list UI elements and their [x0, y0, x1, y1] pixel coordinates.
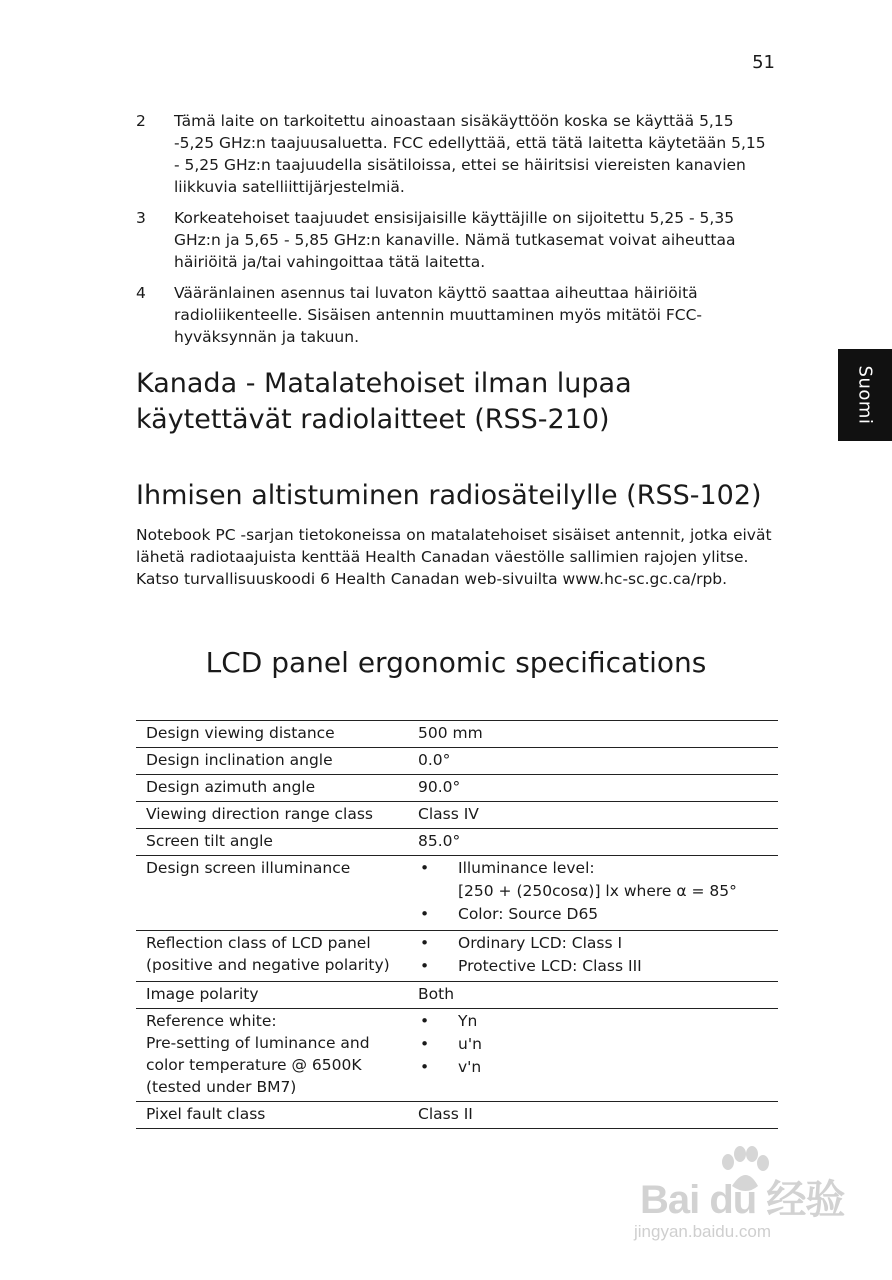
spec-bullet-list — [418, 1010, 778, 1079]
lcd-spec-heading: LCD panel ergonomic specifications — [205, 646, 707, 679]
table-row — [136, 931, 778, 982]
page-number: 51 — [752, 52, 775, 73]
spec-label-line: Reflection class of LCD panel — [146, 934, 371, 952]
footnote-number: 4 — [136, 284, 146, 302]
spec-label — [136, 931, 418, 982]
list-item — [418, 1033, 778, 1056]
bullet-icon: • — [420, 1035, 430, 1053]
spec-label: Viewing direction range class — [136, 802, 418, 829]
footnote-text: Vääränlainen asennus tai luvaton käyttö saattaa aiheuttaa häiriöitä radioliikenteelle. Sisäisen antennin muuttaminen myös mitätöi FCC-hyväksynnän ja takuun. — [174, 284, 702, 346]
list-item — [418, 857, 778, 880]
table-row — [136, 1009, 778, 1102]
footnote-list — [136, 110, 776, 357]
spec-value: 85.0° — [418, 829, 778, 856]
baidu-watermark — [634, 1146, 854, 1256]
spec-value — [418, 856, 778, 931]
footnote-item — [136, 282, 776, 348]
footnote-item — [136, 110, 776, 198]
footnote-number: 2 — [136, 112, 146, 130]
language-side-tab — [838, 349, 892, 441]
table-row — [136, 802, 778, 829]
list-item — [418, 1056, 778, 1079]
table-row — [136, 775, 778, 802]
spec-value: 0.0° — [418, 748, 778, 775]
bullet-icon: • — [420, 905, 430, 923]
language-side-tab-label: Suomi — [854, 365, 876, 425]
spec-label-line: (positive and negative polarity) — [146, 956, 390, 974]
table-row — [136, 982, 778, 1009]
spec-value — [418, 931, 778, 982]
bullet-icon: • — [420, 859, 430, 877]
footnote-text: Tämä laite on tarkoitettu ainoastaan sisäkäyttöön koska se käyttää 5,15 -5,25 GHz:n taajuusaluetta. FCC edellyttää, että tätä laitetta käytetään 5,15 - 5,25 GHz:n taajuudella sisätiloissa, ettei se häiritsisi viereisten kanavien liikkuvia satelliittijärjestelmiä. — [174, 112, 766, 196]
spec-label: Image polarity — [136, 982, 418, 1009]
list-item — [418, 955, 778, 978]
bullet-text: Ordinary LCD: Class I — [458, 934, 623, 952]
spec-label-line: Reference white: — [146, 1012, 277, 1030]
watermark-url: jingyan.baidu.com — [634, 1222, 772, 1241]
bullet-text: Yn — [458, 1012, 478, 1030]
bullet-icon: • — [420, 1058, 430, 1076]
spec-bullet-list — [418, 857, 778, 926]
list-item — [418, 903, 778, 926]
spec-value: 90.0° — [418, 775, 778, 802]
footnote-item — [136, 207, 776, 273]
spec-label-line: color temperature @ 6500K — [146, 1056, 362, 1074]
spec-value: Both — [418, 982, 778, 1009]
table-row — [136, 721, 778, 748]
spec-value: Class II — [418, 1102, 778, 1129]
bullet-text: v'n — [458, 1058, 482, 1076]
spec-value: 500 mm — [418, 721, 778, 748]
spec-label: Design inclination angle — [136, 748, 418, 775]
bullet-icon: • — [420, 957, 430, 975]
spec-value — [418, 1009, 778, 1102]
footnote-number: 3 — [136, 209, 146, 227]
list-item — [418, 880, 778, 903]
spec-label: Design viewing distance — [136, 721, 418, 748]
spec-label-line: (tested under BM7) — [146, 1078, 297, 1096]
rss102-paragraph: Notebook PC -sarjan tietokoneissa on matalatehoiset sisäiset antennit, jotka eivät lähetä radiotaajuista kenttää Health Canadan väestölle sallimien rajojen ylitse. Katso turvallisuuskoodi 6 Health Canadan web-sivuilta www.hc-sc.gc.ca/rpb. — [136, 526, 772, 588]
bullet-text: Color: Source D65 — [458, 905, 599, 923]
bullet-text: Illuminance level: — [458, 859, 595, 877]
spec-label: Design screen illuminance — [136, 856, 418, 931]
watermark-brand: Bai du 经验 — [640, 1178, 845, 1222]
spec-label: Pixel fault class — [136, 1102, 418, 1129]
bullet-icon: • — [420, 934, 430, 952]
table-row — [136, 856, 778, 931]
list-item — [418, 932, 778, 955]
spec-label: Design azimuth angle — [136, 775, 418, 802]
footnote-text: Korkeatehoiset taajuudet ensisijaisille käyttäjille on sijoitettu 5,25 - 5,35 GHz:n ja 5,65 - 5,85 GHz:n kanaville. Nämä tutkasemat voivat aiheuttaa häiriöitä ja/tai vahingoittaa tätä laitetta. — [174, 209, 736, 271]
table-row — [136, 1102, 778, 1129]
bullet-icon: • — [420, 1012, 430, 1030]
list-item — [418, 1010, 778, 1033]
rss102-heading: Ihmisen altistuminen radiosäteilylle (RSS-102) — [136, 480, 762, 511]
spec-bullet-list — [418, 932, 778, 978]
lcd-spec-table — [136, 720, 778, 1129]
table-row — [136, 748, 778, 775]
bullet-text: u'n — [458, 1035, 482, 1053]
table-row — [136, 829, 778, 856]
rss210-heading: Kanada - Matalatehoiset ilman lupaa käytettävät radiolaitteet (RSS-210) — [136, 368, 632, 435]
spec-value: Class IV — [418, 802, 778, 829]
spec-label — [136, 1009, 418, 1102]
spec-label: Screen tilt angle — [136, 829, 418, 856]
bullet-text: Protective LCD: Class III — [458, 957, 642, 975]
spec-label-line: Pre-setting of luminance and — [146, 1034, 370, 1052]
bullet-continuation: [250 + (250cosα)] lx where α = 85° — [458, 882, 737, 900]
